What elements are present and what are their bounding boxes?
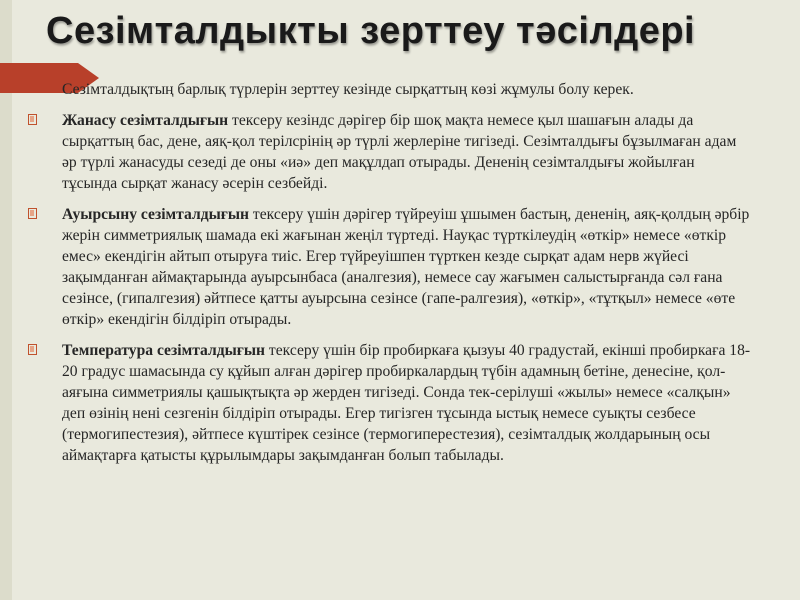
- bullet-icon: [28, 114, 37, 125]
- bullet-text: тексеру үшін бір пробиркаға қызуы 40 градустай, екінші пробиркаға 18-20 градус шамасында су құйып алған дәрігер пробиркалардың түбін адамның бетіне, денесіне, қол-аяғына симметриялы қашықтықта әр жерден тигізеді. Сонда тек-серілуші «жылы» немесе «салқын» деп өзінің нені сезгенін білдіріп отырады. Егер тигізген тұсында ыстық немесе суықты сезбесе (термогипестезия), әйтпесе күштірек сезінсе (термогиперестезия), сезімталдық жолдарының осы аймақтарға қатысты құрылымдары зақымданған болып табылады.: [62, 342, 751, 464]
- bullet-icon: [28, 344, 37, 355]
- bullet-item-pain: [62, 204, 752, 330]
- bullet-term: Жанасу сезімталдығын: [62, 112, 229, 129]
- bullet-term: Ауырсыну сезімталдығын: [62, 206, 249, 223]
- bullet-item-temperature: [62, 340, 752, 466]
- bullet-item-touch: [62, 110, 752, 194]
- bullet-text: тексеру кезіндс дәрігер бір шоқ мақта немесе қыл шашағын алады да сырқаттың бас, дене, аяқ-қол терілсрінің әр түрлі жерлеріне тигізеді. Сезімталдығы бұзылмаған адам әр түрлі жанасуды сезеді де оны «иә» деп мақұлдап отырады. Дененің сезімталдығы жойылған тұсында сырқат жанасу әсерін сезбейді.: [62, 112, 737, 192]
- bullet-icon: [28, 208, 37, 219]
- slide-content: [62, 79, 752, 476]
- intro-paragraph: Сезімталдықтың барлық түрлерін зерттеу кезінде сырқаттың көзі жұмулы болу керек.: [62, 81, 634, 98]
- bullet-term: Температура сезімталдығын: [62, 342, 266, 359]
- bullet-text: тексеру үшін дәрігер түйреуіш ұшымен бастың, дененің, аяқ-қолдың әрбір жерін симметриялық шамада екі жағынан жеңіл түртеді. Науқас түрткілеудің «өткір» немесе «өткір емес» екендігін айтып отыруға тиіс. Егер түйреуішпен түрткен кезде сырқат адам нерв жүйесі зақымданған аймақтарында ауырсынбаса (аналгезия), немесе сау жағымен салыстырғанда сәл ғана сезінсе, (гипалгезия) әйтпесе қатты ауырсына сезінсе (гапе-ралгезия), «өткір», «тұтқыл» немесе «өте өткір» екендігін білдіріп отырады.: [62, 206, 750, 328]
- slide-title: Сезімталдыкты зерттеу тәсілдері: [46, 10, 696, 52]
